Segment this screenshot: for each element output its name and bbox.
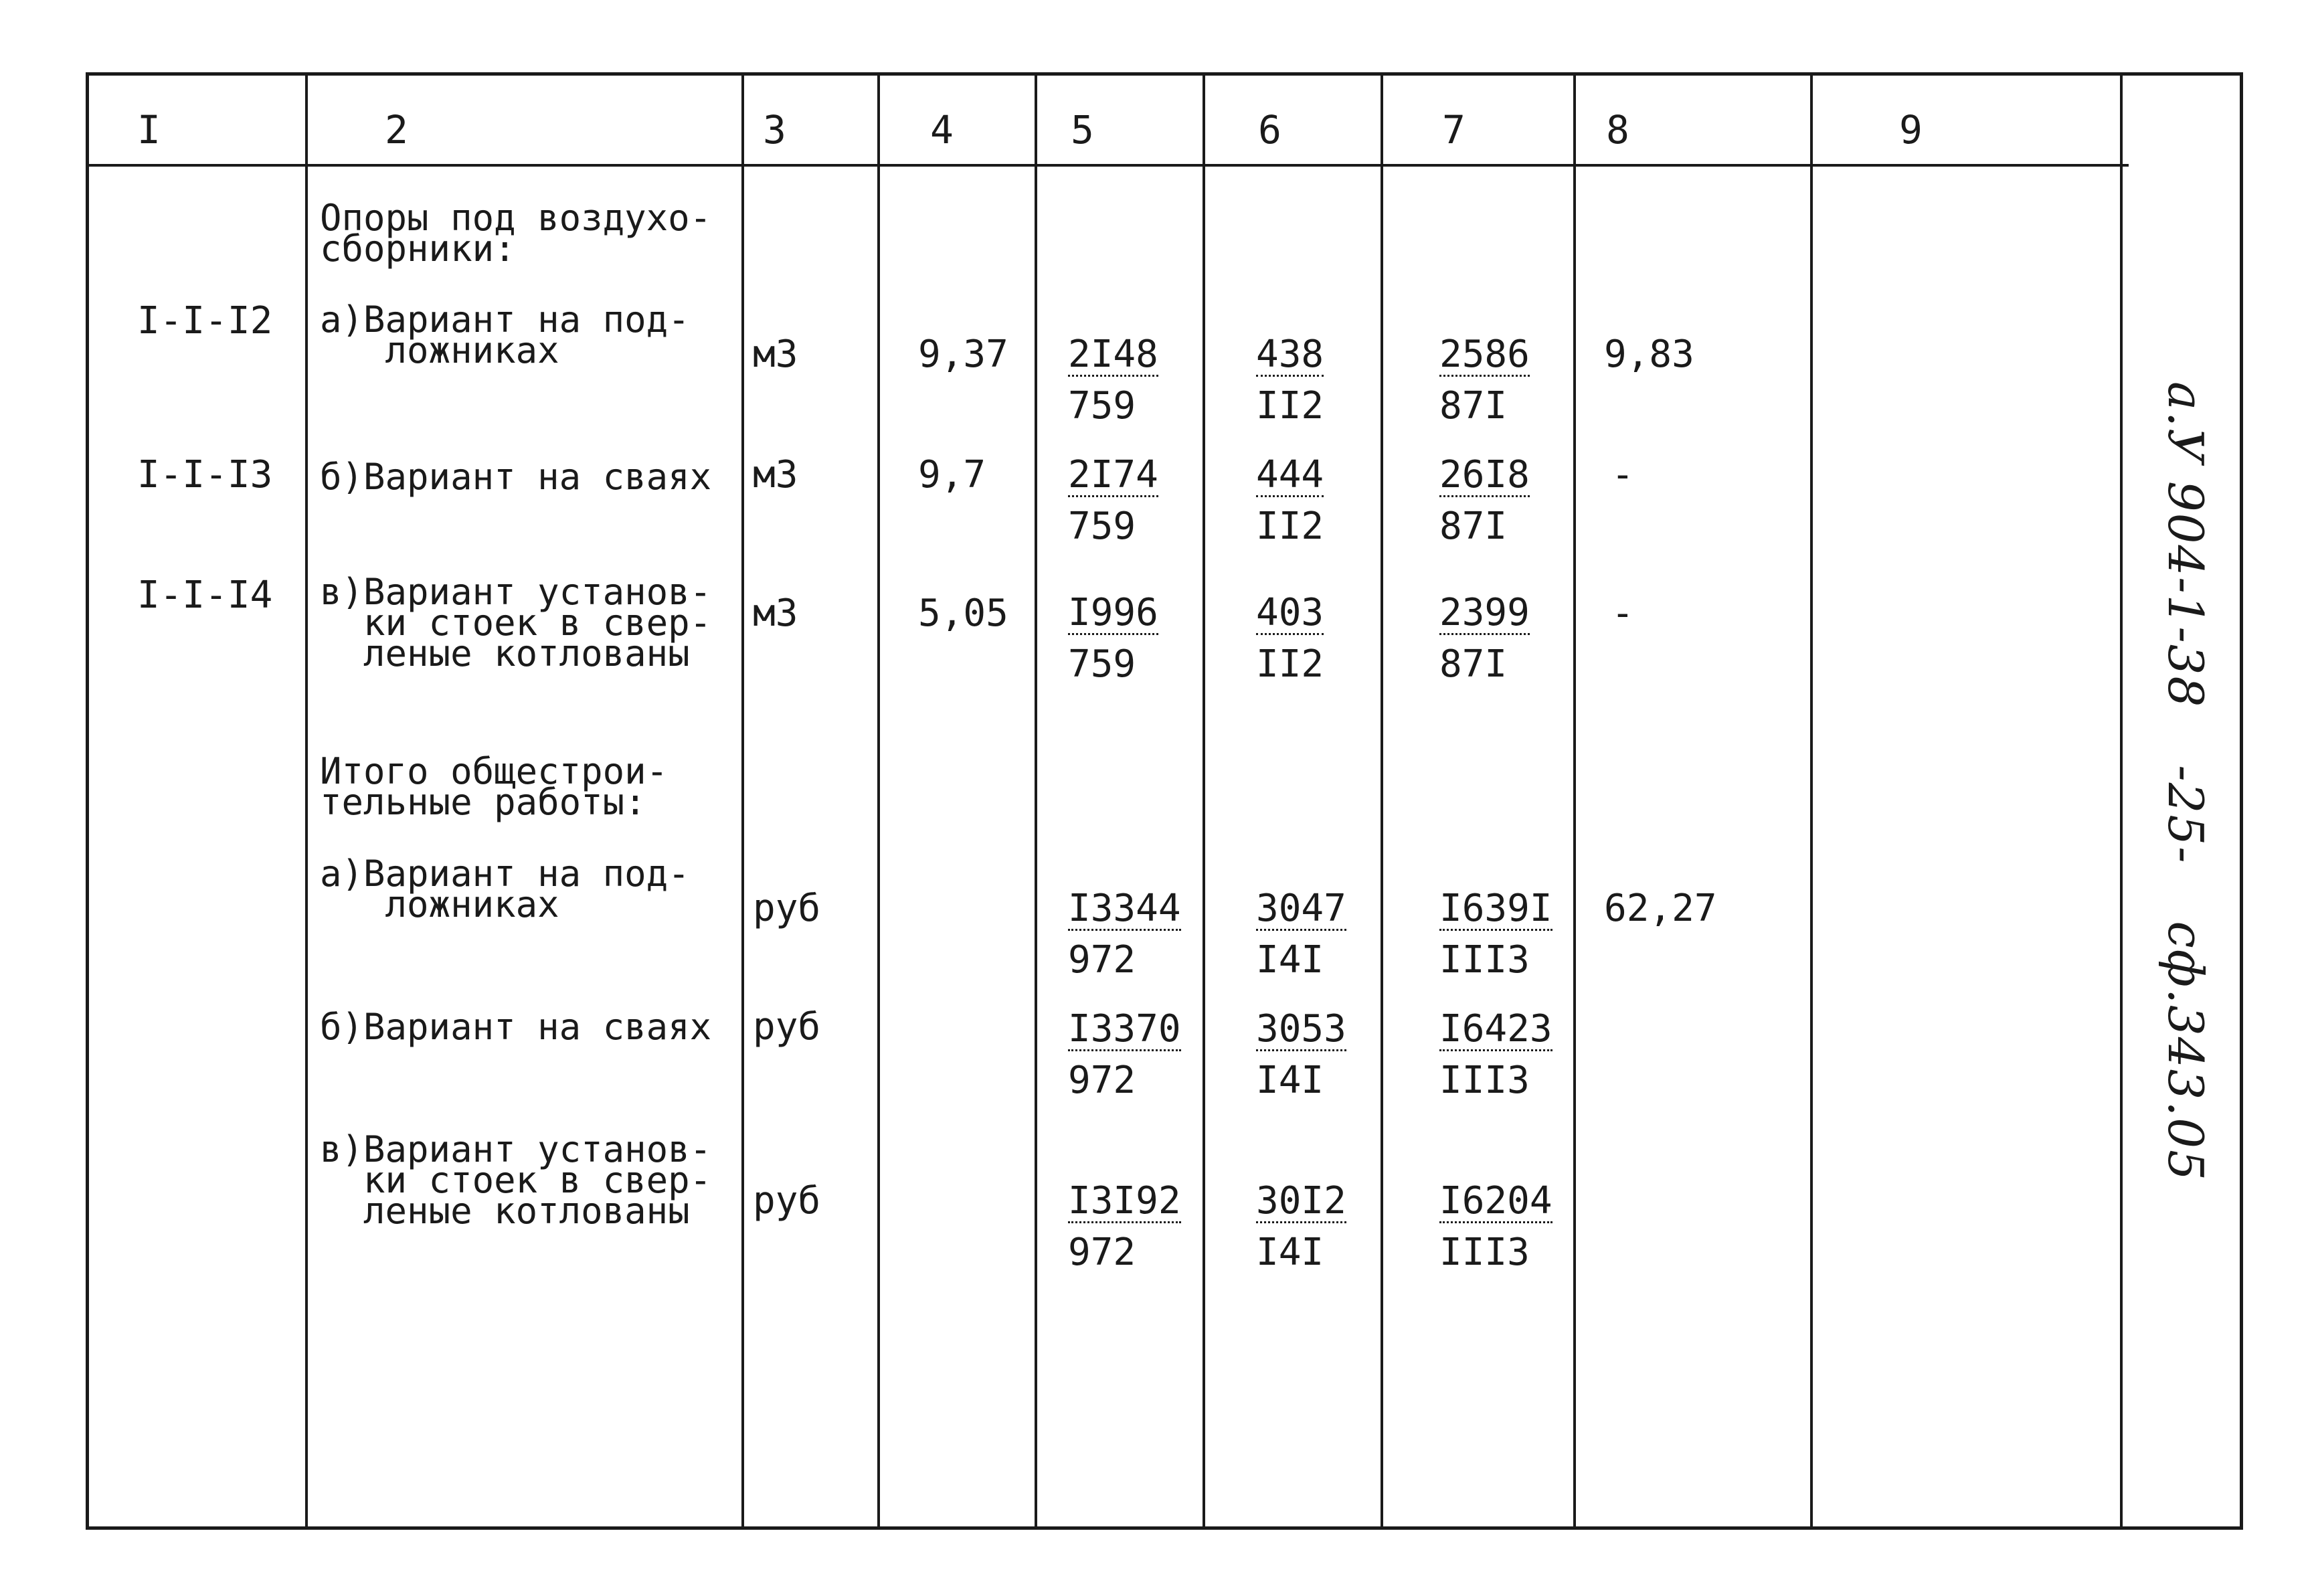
item-unit: м3	[753, 453, 798, 497]
header-divider	[86, 164, 2129, 167]
header-col-7: 7	[1442, 107, 1466, 153]
header-col-4: 4	[930, 107, 954, 153]
item-quantity: 9,7	[918, 453, 986, 497]
col7-value: I6423 III3	[1439, 1007, 1552, 1102]
col8-value: -	[1611, 592, 1634, 635]
item-unit: руб	[753, 887, 821, 930]
col7-value: I6204 III3	[1439, 1179, 1552, 1274]
item-unit: руб	[753, 1179, 821, 1223]
side-stamp	[2128, 72, 2243, 1530]
col5-value: $\frac{I996}{759}$	[1068, 591, 1158, 686]
stamp-code: а.У 904-1-38	[2157, 381, 2214, 709]
item-unit: м3	[753, 592, 798, 635]
item-name: в)Вариант установ- ки стоек в свер- леные котлованы	[320, 1128, 712, 1232]
col5-value: $\frac{I3I92}{972}$	[1068, 1179, 1181, 1274]
item-code: I-I-I3	[137, 453, 273, 497]
col8-value: -	[1611, 453, 1634, 497]
col5-value: $\frac{I3370}{972}$	[1068, 1007, 1181, 1102]
side-stamp-text	[2157, 381, 2214, 1222]
column-divider	[1035, 72, 1037, 1530]
header-col-2: 2	[385, 107, 408, 153]
col5-value: $\frac{2I48}{759}$	[1068, 333, 1158, 428]
column-divider	[1810, 72, 1813, 1530]
header-col-5: 5	[1071, 107, 1094, 153]
item-name: б)Вариант на сваях	[320, 456, 712, 498]
item-unit: м3	[753, 333, 798, 376]
item-name: Итого общестрои- тельные работы:	[320, 750, 669, 823]
col5-value: $\frac{I3344}{972}$	[1068, 887, 1181, 982]
col6-value: $\frac{3053}{I4I}$	[1256, 1007, 1346, 1102]
stamp-page: -25-	[2157, 765, 2214, 865]
header-col-3: 3	[763, 107, 786, 153]
col8-value: 62,27	[1604, 887, 1717, 930]
column-divider	[1203, 72, 1205, 1530]
column-divider	[305, 72, 308, 1530]
col5-value: $\frac{2I74}{759}$	[1068, 453, 1158, 548]
column-divider	[741, 72, 744, 1530]
item-quantity: 5,05	[918, 592, 1008, 635]
col7-value: I639I III3	[1439, 887, 1552, 982]
item-unit: руб	[753, 1005, 821, 1049]
item-code: I-I-I2	[137, 299, 273, 343]
col7-value: $\frac{2586}{87I}$	[1439, 333, 1530, 428]
item-quantity: 9,37	[918, 333, 1008, 376]
col6-value: $\frac{438}{II2}$	[1256, 333, 1324, 428]
item-name: а)Вариант на под- ложниках	[320, 298, 690, 371]
item-name: б)Вариант на сваях	[320, 1006, 712, 1048]
col6-value: $\frac{30I2}{I4I}$	[1256, 1179, 1346, 1274]
column-divider	[1573, 72, 1576, 1530]
col6-value: $\frac{444}{II2}$	[1256, 453, 1324, 548]
col7-value: $\frac{26I8}{87I}$	[1439, 453, 1530, 548]
item-code: I-I-I4	[137, 573, 273, 617]
col6-value: $\frac{403}{II2}$	[1256, 591, 1324, 686]
col8-value: 9,83	[1604, 333, 1694, 376]
col6-value: $\frac{3047}{I4I}$	[1256, 887, 1346, 982]
item-name: а)Вариант на под- ложниках	[320, 853, 690, 925]
stamp-sheet: сф.343.05	[2157, 921, 2214, 1182]
item-name: Опоры под воздухо- сборники:	[320, 197, 712, 270]
header-col-8: 8	[1606, 107, 1629, 153]
header-col-6: 6	[1258, 107, 1281, 153]
column-divider	[2120, 72, 2123, 1530]
header-col-9: 9	[1899, 107, 1923, 153]
header-col-1: I	[137, 107, 161, 153]
col7-value: $\frac{2399}{87I}$	[1439, 591, 1530, 686]
column-divider	[1381, 72, 1383, 1530]
column-divider	[877, 72, 880, 1530]
item-name: в)Вариант установ- ки стоек в свер- леные котлованы	[320, 571, 712, 675]
